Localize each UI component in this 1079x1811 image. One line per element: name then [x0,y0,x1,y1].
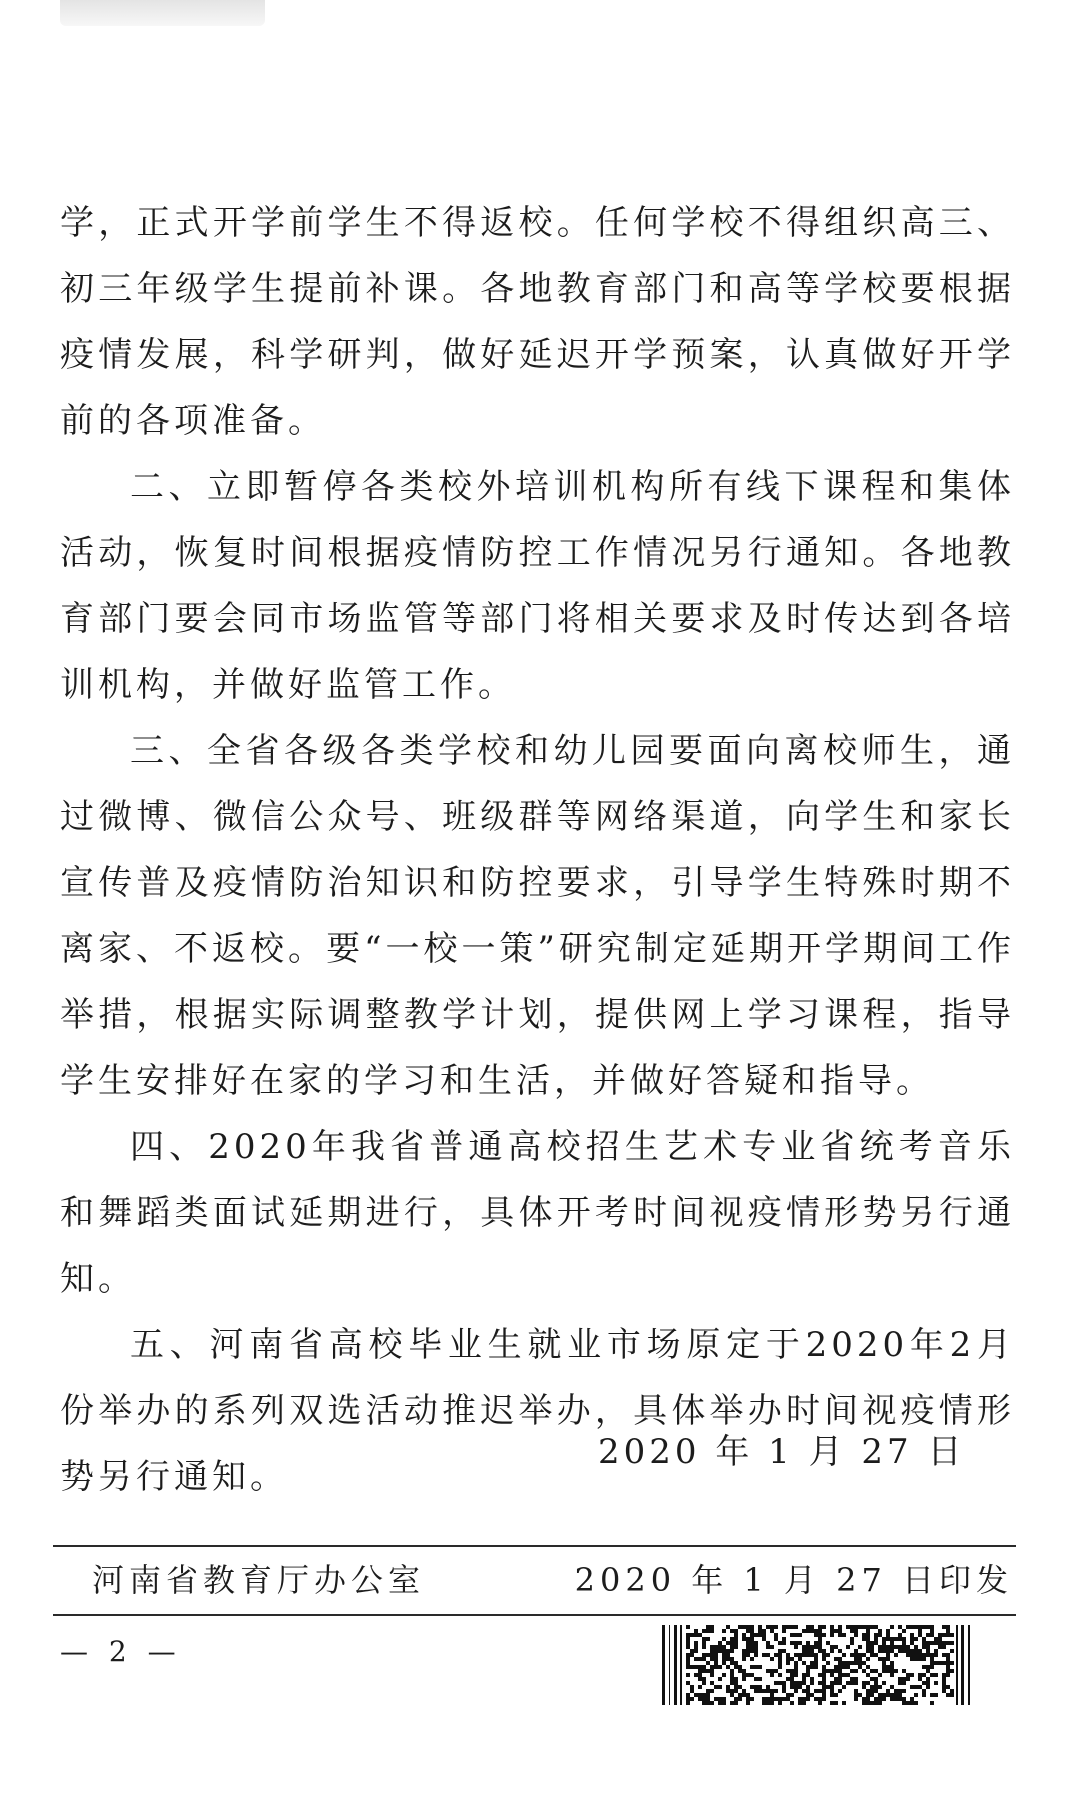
issue-date: 2020 年 1 月 27 日印发 [574,1561,1013,1599]
signature-date: 2020 年 1 月 27 日 [598,1432,966,1472]
footer-rule-top [53,1545,1016,1547]
paragraph-item-4: 四、2020年我省普通高校招生艺术专业省统考音乐和舞蹈类面试延期进行，具体开考时间视疫情形势另行通知。 [60,1127,1015,1299]
paragraph-item-3: 三、全省各级各类学校和幼儿园要面向离校师生，通过微博、微信公众号、班级群等网络渠道，向学生和家长宣传普及疫情防治知识和防控要求，引导学生特殊时期不离家、不返校。要“一校一策”研究制定延期开学期间工作举措，根据实际调整教学计划，提供网上学习课程，指导学生安排好在家的学习和生活，并做好答疑和指导。 [60,731,1015,1101]
scan-artifact [60,0,265,26]
document-body [60,190,1015,1510]
barcode-image [662,1625,975,1705]
paragraph-item-2: 二、立即暂停各类校外培训机构所有线下课程和集体活动，恢复时间根据疫情防控工作情况另行通知。各地教育部门要会同市场监管等部门将相关要求及时传达到各培训机构，并做好监管工作。 [60,467,1015,705]
paragraph-item-5: 五、河南省高校毕业生就业市场原定于2020年2月份举办的系列双选活动推迟举办，具体举办时间视疫情形势另行通知。 [60,1325,1015,1497]
paragraph-continuation: 学，正式开学前学生不得返校。任何学校不得组织高三、初三年级学生提前补课。各地教育部门和高等学校要根据疫情发展，科学研判，做好延迟开学预案，认真做好开学前的各项准备。 [60,203,1015,441]
page-number: — 2 — [60,1635,182,1668]
issuer-name: 河南省教育厅办公室 [92,1561,426,1599]
footer-rule-bottom [53,1614,1016,1616]
